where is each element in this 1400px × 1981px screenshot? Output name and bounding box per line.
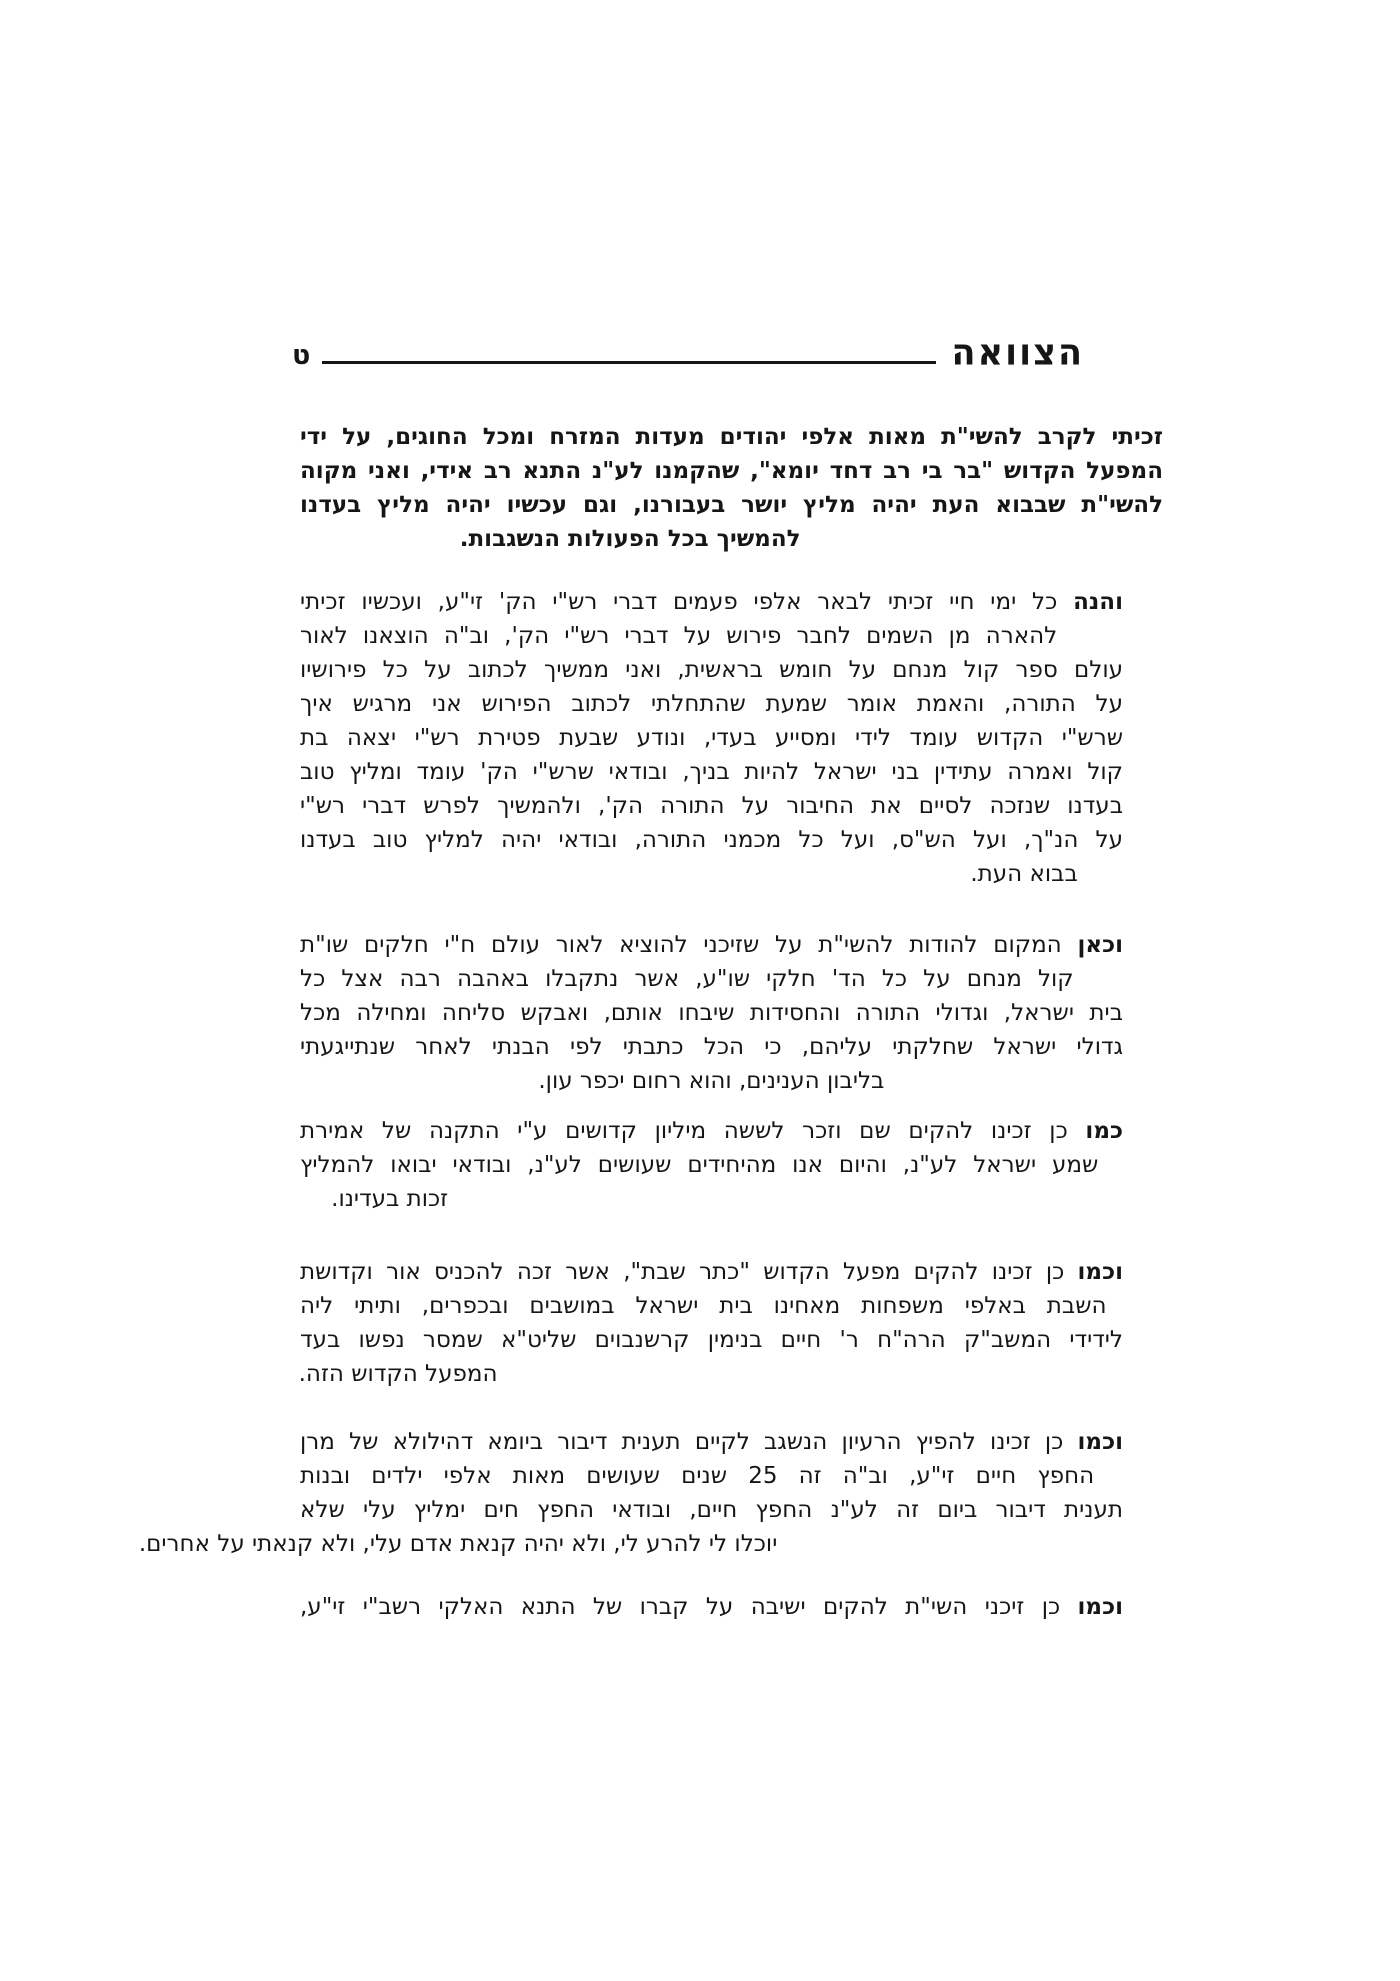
body-text (138, 420, 1163, 1624)
text-line: תענית דיבור ביום זה לע"נ החפץ חיים, ובודאי החפץ חים ימליץ עלי שלא (300, 1497, 1123, 1523)
text-line: עולם ספר קול מנחם על חומש בראשית, ואני ממשיך לכתוב על כל פירושיו (300, 657, 1123, 683)
paragraph-lead-word: וכמו (1077, 1259, 1123, 1285)
text-line: וכמו כן זכינו להקים מפעל הקדוש "כתר שבת", אשר זכה להכניס אור וקדושת (300, 1259, 1123, 1285)
text-line: השבת באלפי משפחות מאחינו בית ישראל במושבים ובכפרים, ותיתי ליה (300, 1293, 1107, 1319)
text-line: זכיתי לקרב להשי"ת מאות אלפי יהודים מעדות המזרח ומכל החוגים, על ידי (300, 424, 1163, 450)
paragraph (138, 1425, 1123, 1561)
text-line: המפעל הקדוש "בר בי רב דחד יומא", שהקמנו לע"נ התנא רב אידי, ואני מקוה (300, 458, 1163, 484)
text-line: וכמו כן זכינו להפיץ הרעיון הנשגב לקיים תענית דיבור ביומא דהילולא של מרן (300, 1429, 1123, 1455)
paragraph (300, 585, 1123, 891)
page-title: הצוואה (951, 331, 1084, 374)
paragraph (300, 1590, 1123, 1624)
text-line: החפץ חיים זי"ע, וב"ה זה 25 שנים שעושים מאות אלפי ילדים ובנות (300, 1463, 1095, 1489)
paragraph-lead-word: והנה (1073, 589, 1123, 615)
text-line: קול ואמרה עתידין בני ישראל להיות בניך, ובודאי שרש"י הק' עומד ומליץ טוב (300, 759, 1123, 785)
text-line: על התורה, והאמת אומר שמעת שהתחלתי לכתוב הפירוש אני מרגיש איך (300, 691, 1123, 717)
paragraph-lead-word: וכמו (1077, 1594, 1123, 1620)
paragraph (300, 1255, 1123, 1391)
text-line: בית ישראל, וגדולי התורה והחסידות שיבחו אותם, ואבקש סליחה ומחילה מכל (300, 1000, 1123, 1026)
text-line: על הנ"ך, ועל הש"ס, ועל כל מכמני התורה, ובודאי יהיה למליץ טוב בעדנו (300, 827, 1123, 853)
text-line: בבוא העת. (970, 861, 1078, 887)
text-line: קול מנחם על כל הד' חלקי שו"ע, אשר נתקבלו באהבה רבה אצל כל (300, 966, 1074, 992)
text-line: שמע ישראל לע"נ, והיום אנו מהיחידים שעושים לע"נ, ובודאי יבואו להמליץ (300, 1152, 1099, 1178)
text-line: זכות בעדינו. (331, 1186, 449, 1212)
text-line: המפעל הקדוש הזה. (298, 1361, 498, 1387)
text-line: וכמו כן זיכני השי"ת להקים ישיבה על קברו של התנא האלקי רשב"י זי"ע, (300, 1594, 1123, 1620)
text-line: כמו כן זכינו להקים שם וזכר לששה מיליון קדושים ע"י התקנה של אמירת (300, 1118, 1123, 1144)
text-line: להשי"ת שבבוא העת יהיה מליץ יושר בעבורנו, וגם עכשיו יהיה מליץ בעדנו (300, 492, 1163, 518)
paragraph-lead-word: וכמו (1077, 1429, 1123, 1455)
paragraph (300, 928, 1123, 1098)
paragraph-lead-word: כמו (1085, 1118, 1123, 1144)
text-line: בליבון הענינים, והוא רחום יכפר עון. (538, 1068, 885, 1094)
text-line: להמשיך בכל הפעולות הנשגבות. (459, 526, 801, 552)
paragraph-lead-word: וכאן (1077, 932, 1123, 958)
text-line: לידידי המשב"ק הרה"ח ר' חיים בנימין קרשנבוים שליט"א שמסר נפשו בעד (300, 1327, 1123, 1353)
page-number: ט (292, 340, 311, 371)
paragraph (300, 1114, 1123, 1216)
text-line: יוכלו לי להרע לי, ולא יהיה קנאת אדם עלי, ולא קנאתי על אחרים. (138, 1531, 778, 1557)
page-header (292, 331, 1084, 374)
text-line: והנה כל ימי חיי זכיתי לבאר אלפי פעמים דברי רש"י הק' זי"ע, ועכשיו זכיתי (300, 589, 1123, 615)
text-line: שרש"י הקדוש עומד לידי ומסייע בעדי, ונודע שבעת פטירת רש"י יצאה בת (300, 725, 1123, 751)
header-rule (322, 361, 935, 364)
text-line: גדולי ישראל שחלקתי עליהם, כי הכל כתבתי לפי הבנתי לאחר שנתייגעתי (300, 1034, 1123, 1060)
text-line: להארה מן השמים לחבר פירוש על דברי רש"י הק', וב"ה הוצאנו לאור (300, 623, 1058, 649)
text-line: וכאן המקום להודות להשי"ת על שזיכני להוציא לאור עולם ח"י חלקים שו"ת (300, 932, 1123, 958)
paragraph (300, 420, 1163, 556)
text-line: בעדנו שנזכה לסיים את החיבור על התורה הק', ולהמשיך לפרש דברי רש"י (300, 793, 1123, 819)
